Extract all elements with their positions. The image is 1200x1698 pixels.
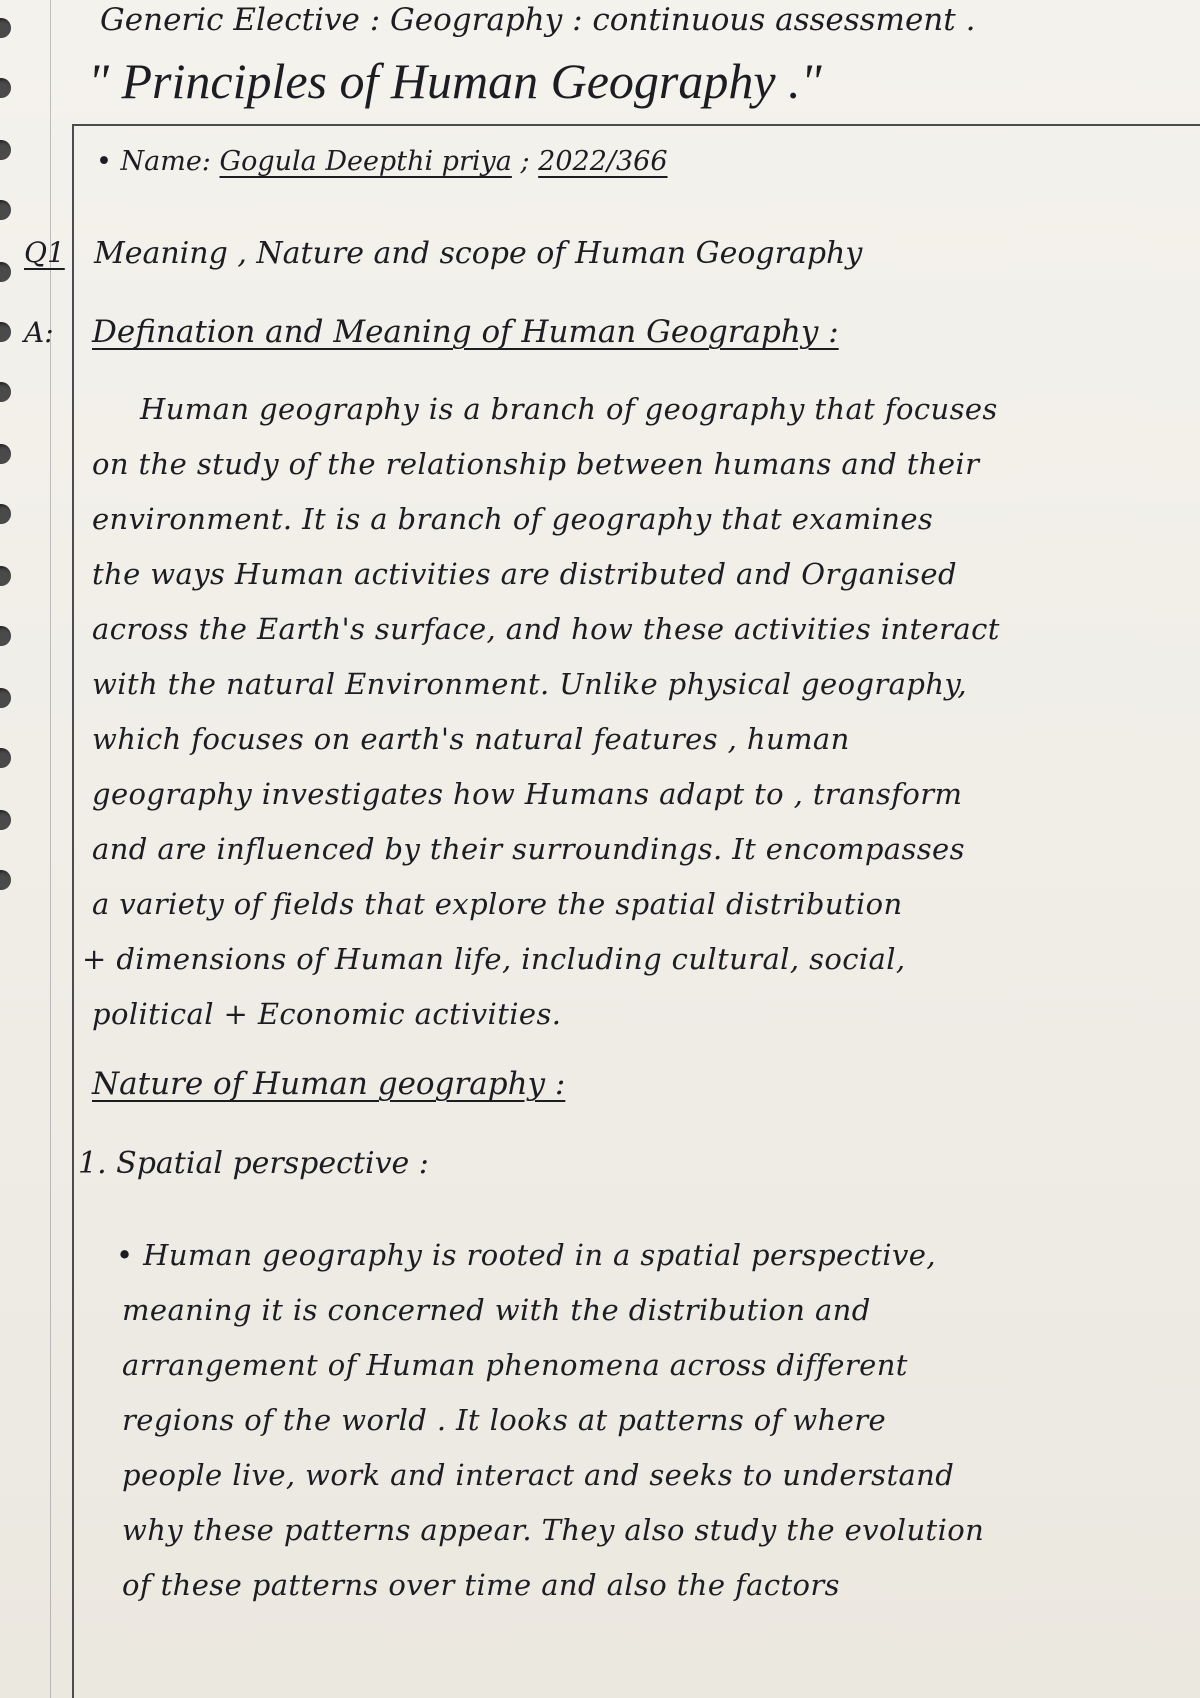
paragraph-line: why these patterns appear. They also study the evolution	[122, 1513, 985, 1547]
paragraph-line: and are influenced by their surroundings. It encompasses	[92, 832, 965, 866]
name-prefix: • Name:	[96, 146, 211, 177]
top-margin-line	[72, 124, 1200, 126]
nature-heading: Nature of Human geography :	[92, 1066, 566, 1102]
name-separator: ;	[520, 146, 530, 177]
paragraph-line: of these patterns over time and also the factors	[122, 1568, 840, 1602]
binding-hole	[0, 870, 11, 890]
page-title: " Principles of Human Geography ."	[88, 53, 822, 109]
question-text: Meaning , Nature and scope of Human Geography	[94, 236, 863, 271]
paragraph-line: meaning it is concerned with the distribution and	[122, 1293, 871, 1327]
paragraph-line: a variety of fields that explore the spatial distribution	[92, 887, 903, 921]
paragraph-line: across the Earth's surface, and how these activities interact	[92, 612, 1000, 646]
binding-hole	[0, 262, 11, 282]
binding-hole	[0, 382, 11, 402]
binding-hole	[0, 18, 11, 38]
binding-hole	[0, 566, 11, 586]
binding-hole	[0, 78, 11, 98]
binding-hole	[0, 140, 11, 160]
binding-hole	[0, 688, 11, 708]
left-margin-line	[72, 124, 74, 1698]
paragraph-line: with the natural Environment. Unlike physical geography,	[92, 667, 967, 701]
question-number: Q1	[24, 236, 65, 269]
course-line: Generic Elective : Geography : continuous assessment .	[100, 2, 976, 38]
binding-holes	[0, 0, 24, 1698]
student-roll: 2022/366	[538, 146, 668, 177]
binding-hole	[0, 322, 11, 342]
paragraph-line: • Human geography is rooted in a spatial perspective,	[116, 1238, 936, 1272]
answer-label: A:	[24, 316, 54, 349]
paragraph-line: arrangement of Human phenomena across different	[122, 1348, 908, 1382]
student-line	[96, 146, 668, 177]
binding-hole	[0, 200, 11, 220]
paragraph-line: Human geography is a branch of geography that focuses	[140, 392, 998, 426]
binding-hole	[0, 748, 11, 768]
paragraph-line: which focuses on earth's natural features , human	[92, 722, 850, 756]
paragraph-line: geography investigates how Humans adapt to , transform	[92, 777, 963, 811]
binding-hole	[0, 444, 11, 464]
binding-hole	[0, 810, 11, 830]
binding-hole	[0, 504, 11, 524]
student-name: Gogula Deepthi priya	[219, 146, 512, 177]
answer-heading: Defination and Meaning of Human Geography :	[92, 314, 839, 350]
paragraph-line: the ways Human activities are distributed and Organised	[92, 557, 957, 591]
paragraph-line: on the study of the relationship between humans and their	[92, 447, 980, 481]
paragraph-line: + dimensions of Human life, including cultural, social,	[82, 942, 906, 976]
binding-hole	[0, 626, 11, 646]
paragraph-line: people live, work and interact and seeks to understand	[122, 1458, 955, 1492]
paragraph-line: political + Economic activities.	[92, 997, 562, 1031]
paragraph-line: environment. It is a branch of geography that examines	[92, 502, 934, 536]
paragraph-line: regions of the world . It looks at patterns of where	[122, 1403, 887, 1437]
point1-heading: 1. Spatial perspective :	[78, 1146, 429, 1181]
